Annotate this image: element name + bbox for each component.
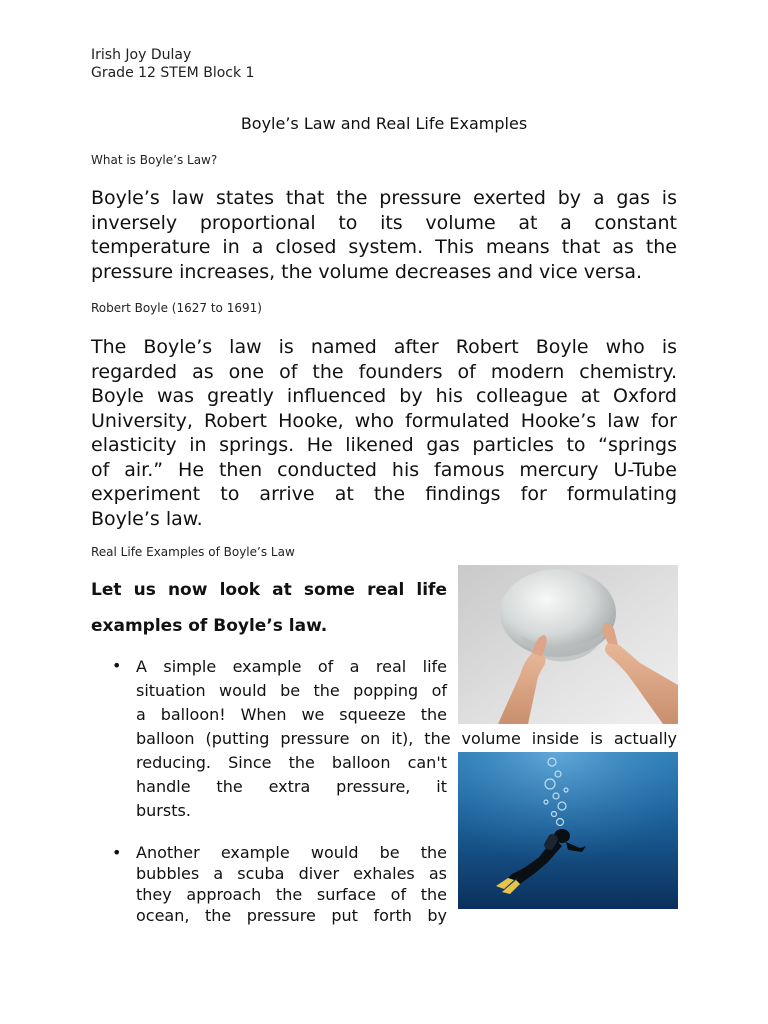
balloon-photo-image <box>458 565 678 724</box>
paragraph-boyle <box>91 335 677 531</box>
bullet-line: bursts. <box>136 801 191 820</box>
bullet-line: balloon (putting pressure on it), the volume inside is actually <box>136 729 677 748</box>
paragraph-line: temperature in a closed system. This means that as the <box>91 236 677 258</box>
bullet-line: a balloon! When we squeeze the <box>136 705 447 724</box>
paragraph-line: pressure increases, the volume decreases and vice versa. <box>91 260 643 283</box>
diver-photo-image <box>458 752 678 909</box>
bullet-line: they approach the surface of the <box>136 885 447 904</box>
section-heading-what: What is Boyle’s Law? <box>91 153 218 167</box>
author-name: Irish Joy Dulay <box>91 47 192 63</box>
bullet-line: bubbles a scuba diver exhales as <box>136 864 447 883</box>
diver-photo <box>458 752 678 909</box>
lead-line: examples of Boyle’s law. <box>91 616 328 636</box>
paragraph-line: regarded as one of the founders of modern chemistry. <box>91 360 677 383</box>
section-heading-boyle: Robert Boyle (1627 to 1691) <box>91 301 262 315</box>
bullet-line: A simple example of a real life <box>136 657 447 676</box>
bullet-line: reducing. Since the balloon can't <box>136 753 447 772</box>
bullet-item-diver <box>136 842 447 926</box>
bullet-line: handle the extra pressure, it <box>136 777 447 796</box>
examples-lead <box>91 572 447 644</box>
bullet-marker: • <box>112 656 122 675</box>
section-heading-examples: Real Life Examples of Boyle’s Law <box>91 545 295 559</box>
balloon-photo <box>458 565 678 724</box>
paragraph-what <box>91 186 677 284</box>
bullet-line: situation would be the popping of <box>136 681 447 700</box>
paragraph-line: Boyle’s law. <box>91 507 203 530</box>
bullet-line: Another example would be the <box>136 843 447 862</box>
bullet-item-balloon <box>136 655 677 823</box>
bullet-marker: • <box>112 843 122 862</box>
author-block <box>91 46 254 82</box>
paragraph-line: The Boyle’s law is named after Robert Boyle who is <box>91 336 677 358</box>
paragraph-line: elasticity in springs. He likened gas particles to “springs <box>91 434 677 456</box>
paragraph-line: of air.” He then conducted his famous mercury U-Tube <box>91 458 677 481</box>
bullet-line: ocean, the pressure put forth by <box>136 906 447 925</box>
lead-line: Let us now look at some real life <box>91 580 447 600</box>
document-title: Boyle’s Law and Real Life Examples <box>240 114 528 133</box>
paragraph-line: Boyle was greatly influenced by his colleague at Oxford <box>91 385 677 407</box>
author-grade: Grade 12 STEM Block 1 <box>91 65 255 81</box>
paragraph-line: inversely proportional to its volume at a constant <box>91 211 677 234</box>
paragraph-line: experiment to arrive at the findings for formulating <box>91 483 677 505</box>
paragraph-line: Boyle’s law states that the pressure exerted by a gas is <box>91 187 677 209</box>
paragraph-line: University, Robert Hooke, who formulated Hooke’s law for <box>91 409 677 432</box>
